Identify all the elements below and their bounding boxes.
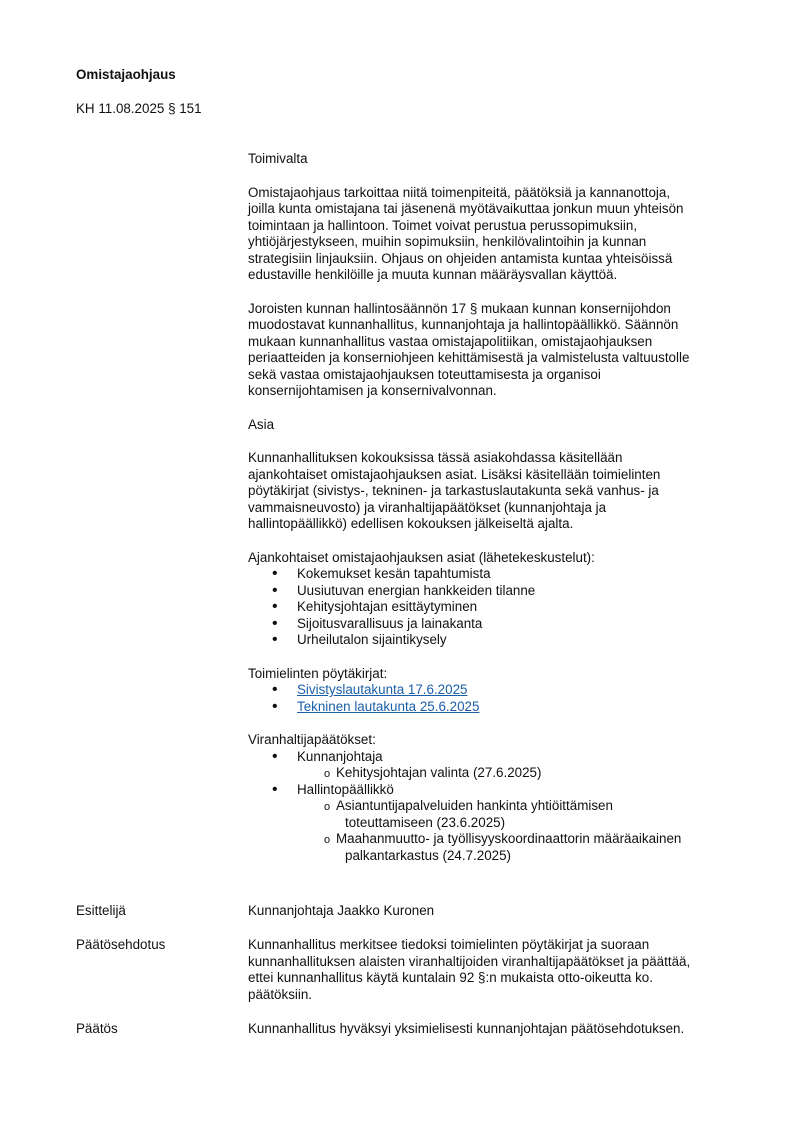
text-line: Omistajaohjaus tarkoittaa niitä toimenpiteitä, päätöksiä ja kannanottoja,	[248, 184, 671, 200]
list-item	[248, 749, 748, 782]
text-line: o Kehitysjohtajan valinta (27.6.2025)	[336, 765, 542, 780]
paragraph-definition	[248, 185, 748, 284]
text-line: toimintaan ja hallintoon. Toimet voivat perustua perussopimuksiin,	[248, 217, 638, 233]
list-item: • Sijoitusvarallisuus ja lainakanta	[248, 616, 748, 633]
link-sivistyslautakunta[interactable]: Sivistyslautakunta 17.6.2025	[297, 682, 468, 697]
main-content	[248, 151, 748, 864]
current-matters-heading: Ajankohtaiset omistajaohjauksen asiat (lähetekeskustelut):	[248, 549, 595, 565]
text-line: Joroisten kunnan hallintosäännön 17 § mukaan kunnan konsernijohdon	[248, 300, 671, 316]
presenter-value: Kunnanjohtaja Jaakko Kuronen	[248, 903, 435, 918]
decision-value: Kunnanhallitus hyväksyi yksimielisesti kunnanjohtajan päätösehdotuksen.	[248, 1021, 685, 1036]
list-item	[248, 699, 748, 716]
text-line: pöytäkirjat (sivistys-, tekninen- ja tarkastuslautakunta sekä vanhus- ja	[248, 483, 659, 498]
current-matters-list	[248, 566, 748, 649]
list-item	[248, 782, 748, 865]
text-line: Kunnanhallitus merkitsee tiedoksi toimielinten pöytäkirjat ja suoraan	[248, 937, 650, 952]
section-heading-toimivalta: Toimivalta	[248, 151, 308, 166]
list-item	[248, 682, 748, 699]
decisions-heading: Viranhaltijapäätökset:	[248, 732, 376, 747]
document-title: Omistajaohjaus	[76, 67, 176, 82]
list-item: • Uusiutuvan energian hankkeiden tilanne	[248, 583, 748, 600]
paragraph-asia	[248, 450, 748, 533]
section-heading-asia: Asia	[248, 416, 275, 432]
text-line: vammaisneuvosto) ja viranhaltijapäätökset (kunnanjohtaja ja	[248, 499, 607, 515]
text-line: strategisiin linjauksiin. Ohjaus on ohjeiden antamista kuntaa yhteisöissä	[248, 250, 673, 266]
sublist	[248, 765, 748, 782]
meeting-reference: KH 11.08.2025 § 151	[76, 101, 202, 116]
text-line: joilla kunta omistajana tai jäsenenä myötävaikuttaa jonkun muun yhteisön	[248, 201, 684, 216]
text-line: edustaville henkilöille ja muuta kunnan määräysvallan käyttöä.	[248, 267, 618, 282]
text-line: o Maahanmuutto- ja työllisyyskoordinaattorin määräaikainen	[336, 831, 682, 846]
text-line: päätöksiin.	[248, 986, 313, 1002]
decision-maker-hallintopaallikko: Hallintopäällikkö	[297, 781, 394, 797]
proposal-text	[248, 937, 748, 1003]
text-line: muodostavat kunnanhallitus, kunnanjohtaja ja hallintopäällikkö. Säännön	[248, 317, 679, 332]
minutes-list	[248, 682, 748, 715]
proposal-label: Päätösehdotus	[76, 937, 166, 952]
text-line: palkantarkastus (24.7.2025)	[345, 847, 511, 863]
decision-maker-kunnanjohtaja: Kunnanjohtaja	[297, 748, 383, 764]
text-line: yhtiöjärjestykseen, muihin sopimuksiin, henkilövalintoihin ja kunnan	[248, 234, 647, 249]
text-line: sekä vastaa omistajaohjauksen toteuttamisesta ja organisoi	[248, 366, 601, 382]
decision-label: Päätös	[76, 1021, 118, 1036]
list-item: • Kehitysjohtajan esittäytyminen	[248, 599, 748, 616]
text-line: ettei kunnanhallitus käytä kuntalain 92 §:n mukaista otto-oikeutta ko.	[248, 970, 653, 985]
text-line: kunnanhallituksen alaisten viranhaltijoiden viranhaltijapäätökset ja päättää,	[248, 953, 691, 969]
decisions-list	[248, 749, 748, 865]
text-line: Kunnanhallituksen kokouksissa tässä asiakohdassa käsitellään	[248, 450, 623, 465]
list-item: • Urheilutalon sijaintikysely	[248, 632, 748, 649]
minutes-heading: Toimielinten pöytäkirjat:	[248, 665, 388, 681]
text-line: konsernijohtamisen ja konsernivalvonnan.	[248, 383, 497, 398]
presenter-label: Esittelijä	[76, 903, 126, 918]
text-line: periaatteiden ja konserniohjeen kehittämisestä ja valmistelusta valtuustolle	[248, 350, 690, 365]
paragraph-hallintosaanto	[248, 301, 748, 400]
link-tekninen-lautakunta[interactable]: Tekninen lautakunta 25.6.2025	[297, 698, 480, 714]
text-line: toteuttamiseen (23.6.2025)	[345, 814, 506, 830]
sublist-item	[297, 765, 748, 782]
text-line: o Asiantuntijapalveluiden hankinta yhtiöittämisen	[336, 798, 613, 813]
text-line: ajankohtaiset omistajaohjauksen asiat. Lisäksi käsitellään toimielinten	[248, 466, 661, 482]
sublist-item	[297, 831, 748, 864]
sublist-item	[297, 798, 748, 831]
sublist	[248, 798, 748, 864]
text-line: mukaan kunnanhallitus vastaa omistajapolitiikan, omistajaohjauksen	[248, 333, 653, 349]
list-item: • Kokemukset kesän tapahtumista	[248, 566, 748, 583]
text-line: hallintopäällikkö) edellisen kokouksen jälkeiseltä ajalta.	[248, 516, 574, 531]
